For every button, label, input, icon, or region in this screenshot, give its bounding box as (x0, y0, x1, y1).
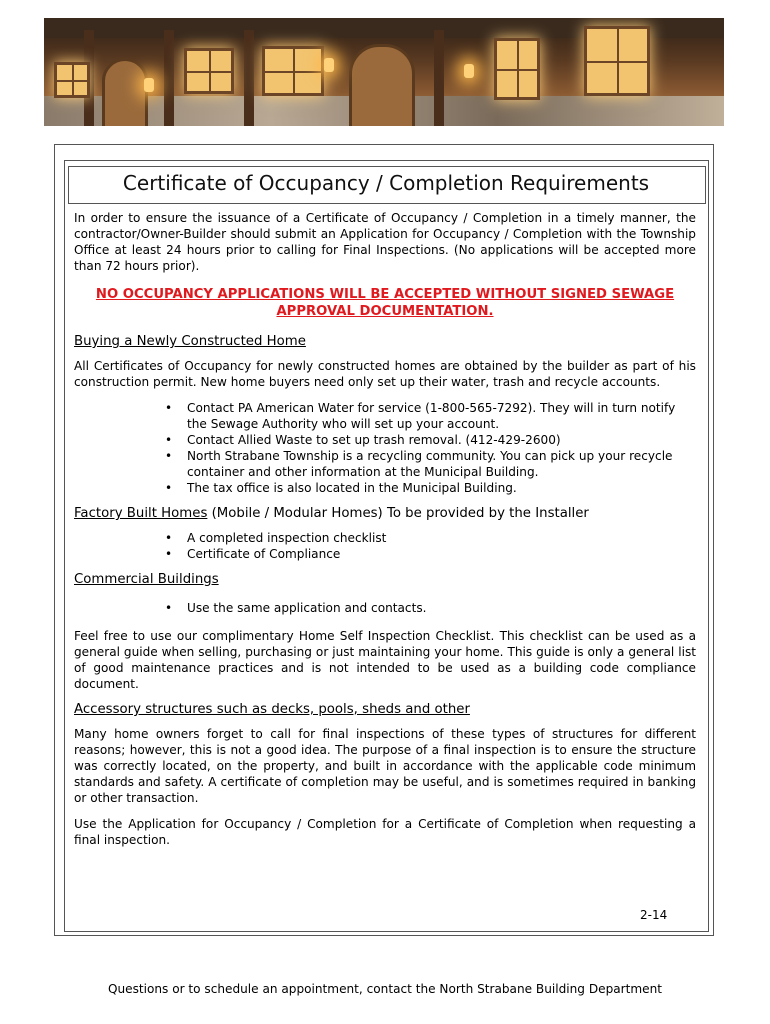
footer-contact: Questions or to schedule an appointment, contact the North Strabane Building Department (107, 982, 663, 996)
section-heading-commercial: Commercial Buildings (74, 572, 219, 587)
intro-paragraph: In order to ensure the issuance of a Certificate of Occupancy / Completion in a timely manner, the contractor/Owner-Builder should submit an Application for Occupancy / Completion with the Township Office at least 24 hours prior to calling for Final Inspections. (No applications will be accepted more than 72 hours prior). (74, 211, 696, 273)
header-banner-image (44, 18, 724, 126)
list-item: • A completed inspection checklist (165, 531, 387, 545)
completion-paragraph: Use the Application for Occupancy / Completion for a Certificate of Completion when requesting a final inspection. (74, 817, 696, 847)
list-item: • Contact PA American Water for service (1-800-565-7292). They will in turn notify the Sewage Authority who will set up your account. (165, 401, 676, 431)
list-item: • North Strabane Township is a recycling community. You can pick up your recycle container and other information at the Municipal Building. (165, 449, 673, 479)
list-item: • Certificate of Compliance (165, 547, 341, 561)
sewage-warning: NO OCCUPANCY APPLICATIONS WILL BE ACCEPTED WITHOUT SIGNED SEWAGE APPROVAL DOCUMENTATION. (95, 287, 675, 319)
page-title: Certificate of Occupancy / Completion Requirements (122, 171, 650, 195)
content-body (74, 210, 696, 858)
accessory-paragraph: Many home owners forget to call for final inspections of these types of structures for different reasons; however, this is not a good idea. The purpose of a final inspection is to ensure the structure was correctly located, on the property, and built in accordance with the applicable code minimum standards and safety. A certificate of completion may be useful, and is sometimes required in banking or other transaction. (74, 727, 696, 805)
new-home-list (74, 400, 696, 496)
commercial-list (74, 600, 696, 616)
section-heading-factory: Factory Built Homes (Mobile / Modular Homes) To be provided by the Installer (74, 506, 589, 521)
list-item: • Contact Allied Waste to set up trash removal. (412-429-2600) (165, 433, 561, 447)
section-heading-accessory: Accessory structures such as decks, pools, sheds and other (74, 702, 470, 717)
list-item: • The tax office is also located in the Municipal Building. (165, 481, 517, 495)
checklist-paragraph: Feel free to use our complimentary Home Self Inspection Checklist. This checklist can be used as a general guide when selling, purchasing or just maintaining your home. This guide is only a general list of good maintenance practices and is not intended to be used as a building code compliance document. (74, 629, 696, 691)
new-home-paragraph: All Certificates of Occupancy for newly constructed homes are obtained by the builder as part of his construction permit. New home buyers need only set up their water, trash and recycle accounts. (74, 359, 696, 389)
list-item: • Use the same application and contacts. (165, 601, 427, 615)
section-heading-new-home: Buying a Newly Constructed Home (74, 334, 306, 349)
page-number: 2-14 (640, 908, 668, 922)
factory-list (74, 530, 696, 562)
